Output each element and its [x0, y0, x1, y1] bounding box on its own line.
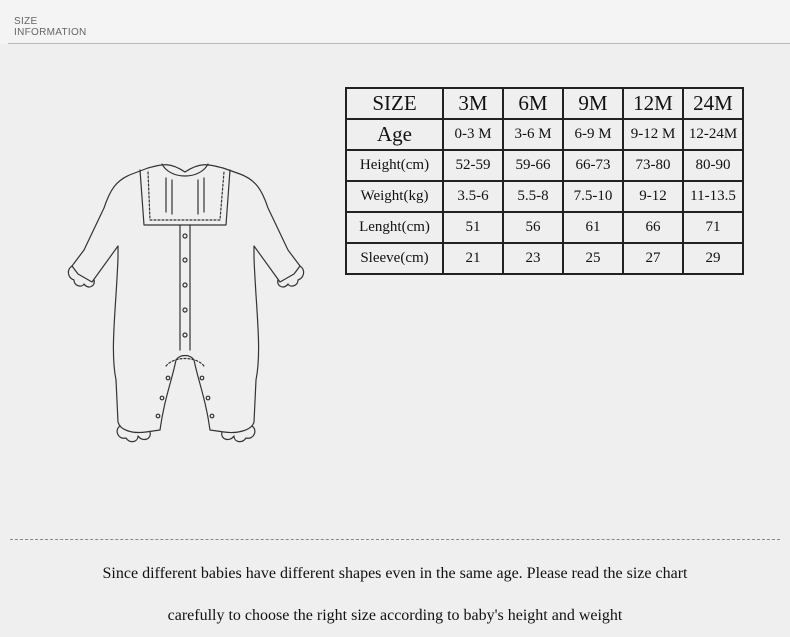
baby-romper-illustration — [48, 150, 323, 450]
size-chart-table — [345, 87, 744, 275]
table-cell: 9-12 M — [623, 119, 683, 150]
section-header — [0, 0, 790, 44]
table-cell: 11-13.5 — [683, 181, 743, 212]
table-row — [346, 150, 743, 181]
table-cell: 0-3 M — [443, 119, 503, 150]
section-title-line2: INFORMATION — [14, 27, 87, 38]
section-title-line1: SIZE — [14, 16, 38, 27]
header-divider — [8, 43, 790, 44]
table-cell: 27 — [623, 243, 683, 274]
table-row — [346, 243, 743, 274]
row-label: Height(cm) — [346, 150, 443, 181]
table-cell: 73-80 — [623, 150, 683, 181]
column-header: 6M — [503, 88, 563, 119]
table-header-row — [346, 88, 743, 119]
row-label: Lenght(cm) — [346, 212, 443, 243]
table-cell: 71 — [683, 212, 743, 243]
size-note-line2: carefully to choose the right size according to baby's height and weight — [167, 607, 623, 624]
table-cell: 12-24M — [683, 119, 743, 150]
table-cell: 29 — [683, 243, 743, 274]
table-cell: 5.5-8 — [503, 181, 563, 212]
table-row — [346, 212, 743, 243]
column-header: 3M — [443, 88, 503, 119]
table-cell: 23 — [503, 243, 563, 274]
column-header: 24M — [683, 88, 743, 119]
row-label: Sleeve(cm) — [346, 243, 443, 274]
table-cell: 21 — [443, 243, 503, 274]
table-cell: 66 — [623, 212, 683, 243]
table-cell: 7.5-10 — [563, 181, 623, 212]
table-cell: 61 — [563, 212, 623, 243]
size-note-line1: Since different babies have different shapes even in the same age. Please read the size chart — [102, 565, 688, 582]
column-header: SIZE — [346, 88, 443, 119]
table-cell: 66-73 — [563, 150, 623, 181]
section-title — [14, 16, 87, 38]
table-cell: 6-9 M — [563, 119, 623, 150]
table-cell: 51 — [443, 212, 503, 243]
dashed-divider — [10, 539, 780, 540]
table-cell: 3.5-6 — [443, 181, 503, 212]
table-cell: 52-59 — [443, 150, 503, 181]
table-cell: 9-12 — [623, 181, 683, 212]
row-label: Age — [346, 119, 443, 150]
column-header: 12M — [623, 88, 683, 119]
table-row — [346, 119, 743, 150]
table-cell: 80-90 — [683, 150, 743, 181]
table-cell: 3-6 M — [503, 119, 563, 150]
table-row — [346, 181, 743, 212]
column-header: 9M — [563, 88, 623, 119]
row-label: Weight(kg) — [346, 181, 443, 212]
table-cell: 56 — [503, 212, 563, 243]
table-cell: 59-66 — [503, 150, 563, 181]
table-cell: 25 — [563, 243, 623, 274]
